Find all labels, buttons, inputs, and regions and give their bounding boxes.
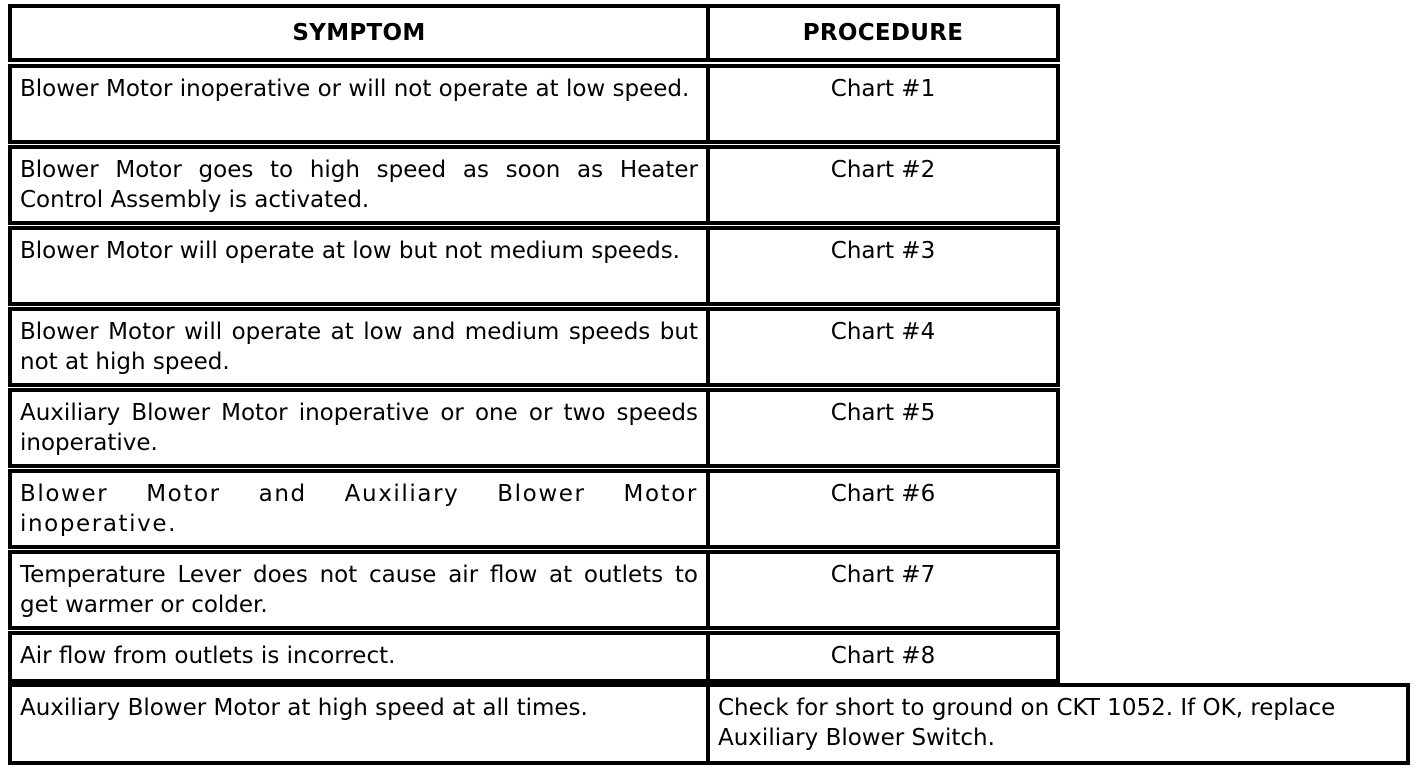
table-row-symptom: Blower Motor goes to high speed as soon as Heater Control Assembly is activated. [8,145,710,225]
table-row-procedure: Chart #2 [706,145,1060,225]
table-row-symptom: Blower Motor will operate at low but not medium speeds. [8,226,710,306]
table-row-procedure: Chart #5 [706,388,1060,468]
table-row-symptom: Air flow from outlets is incorrect. [8,631,710,683]
table-row-procedure: Chart #8 [706,631,1060,683]
table-row-symptom: Auxiliary Blower Motor at high speed at all times. [8,683,710,765]
procedure-column-header: PROCEDURE [706,4,1060,62]
table-row-procedure: Chart #3 [706,226,1060,306]
table-row-symptom: Blower Motor and Auxiliary Blower Motor inoperative. [8,469,710,549]
table-row-procedure: Chart #7 [706,550,1060,630]
table-row-symptom: Blower Motor inoperative or will not operate at low speed. [8,64,710,144]
table-row-symptom: Temperature Lever does not cause air flow at outlets to get warmer or colder. [8,550,710,630]
table-row-procedure: Check for short to ground on CKT 1052. If OK, replace Auxiliary Blower Switch. [706,683,1410,765]
table-row-procedure: Chart #6 [706,469,1060,549]
symptom-column-header: SYMPTOM [8,4,710,62]
table-row-procedure: Chart #1 [706,64,1060,144]
table-row-symptom: Auxiliary Blower Motor inoperative or one or two speeds inoperative. [8,388,710,468]
table-row-symptom: Blower Motor will operate at low and medium speeds but not at high speed. [8,307,710,387]
table-row-procedure: Chart #4 [706,307,1060,387]
